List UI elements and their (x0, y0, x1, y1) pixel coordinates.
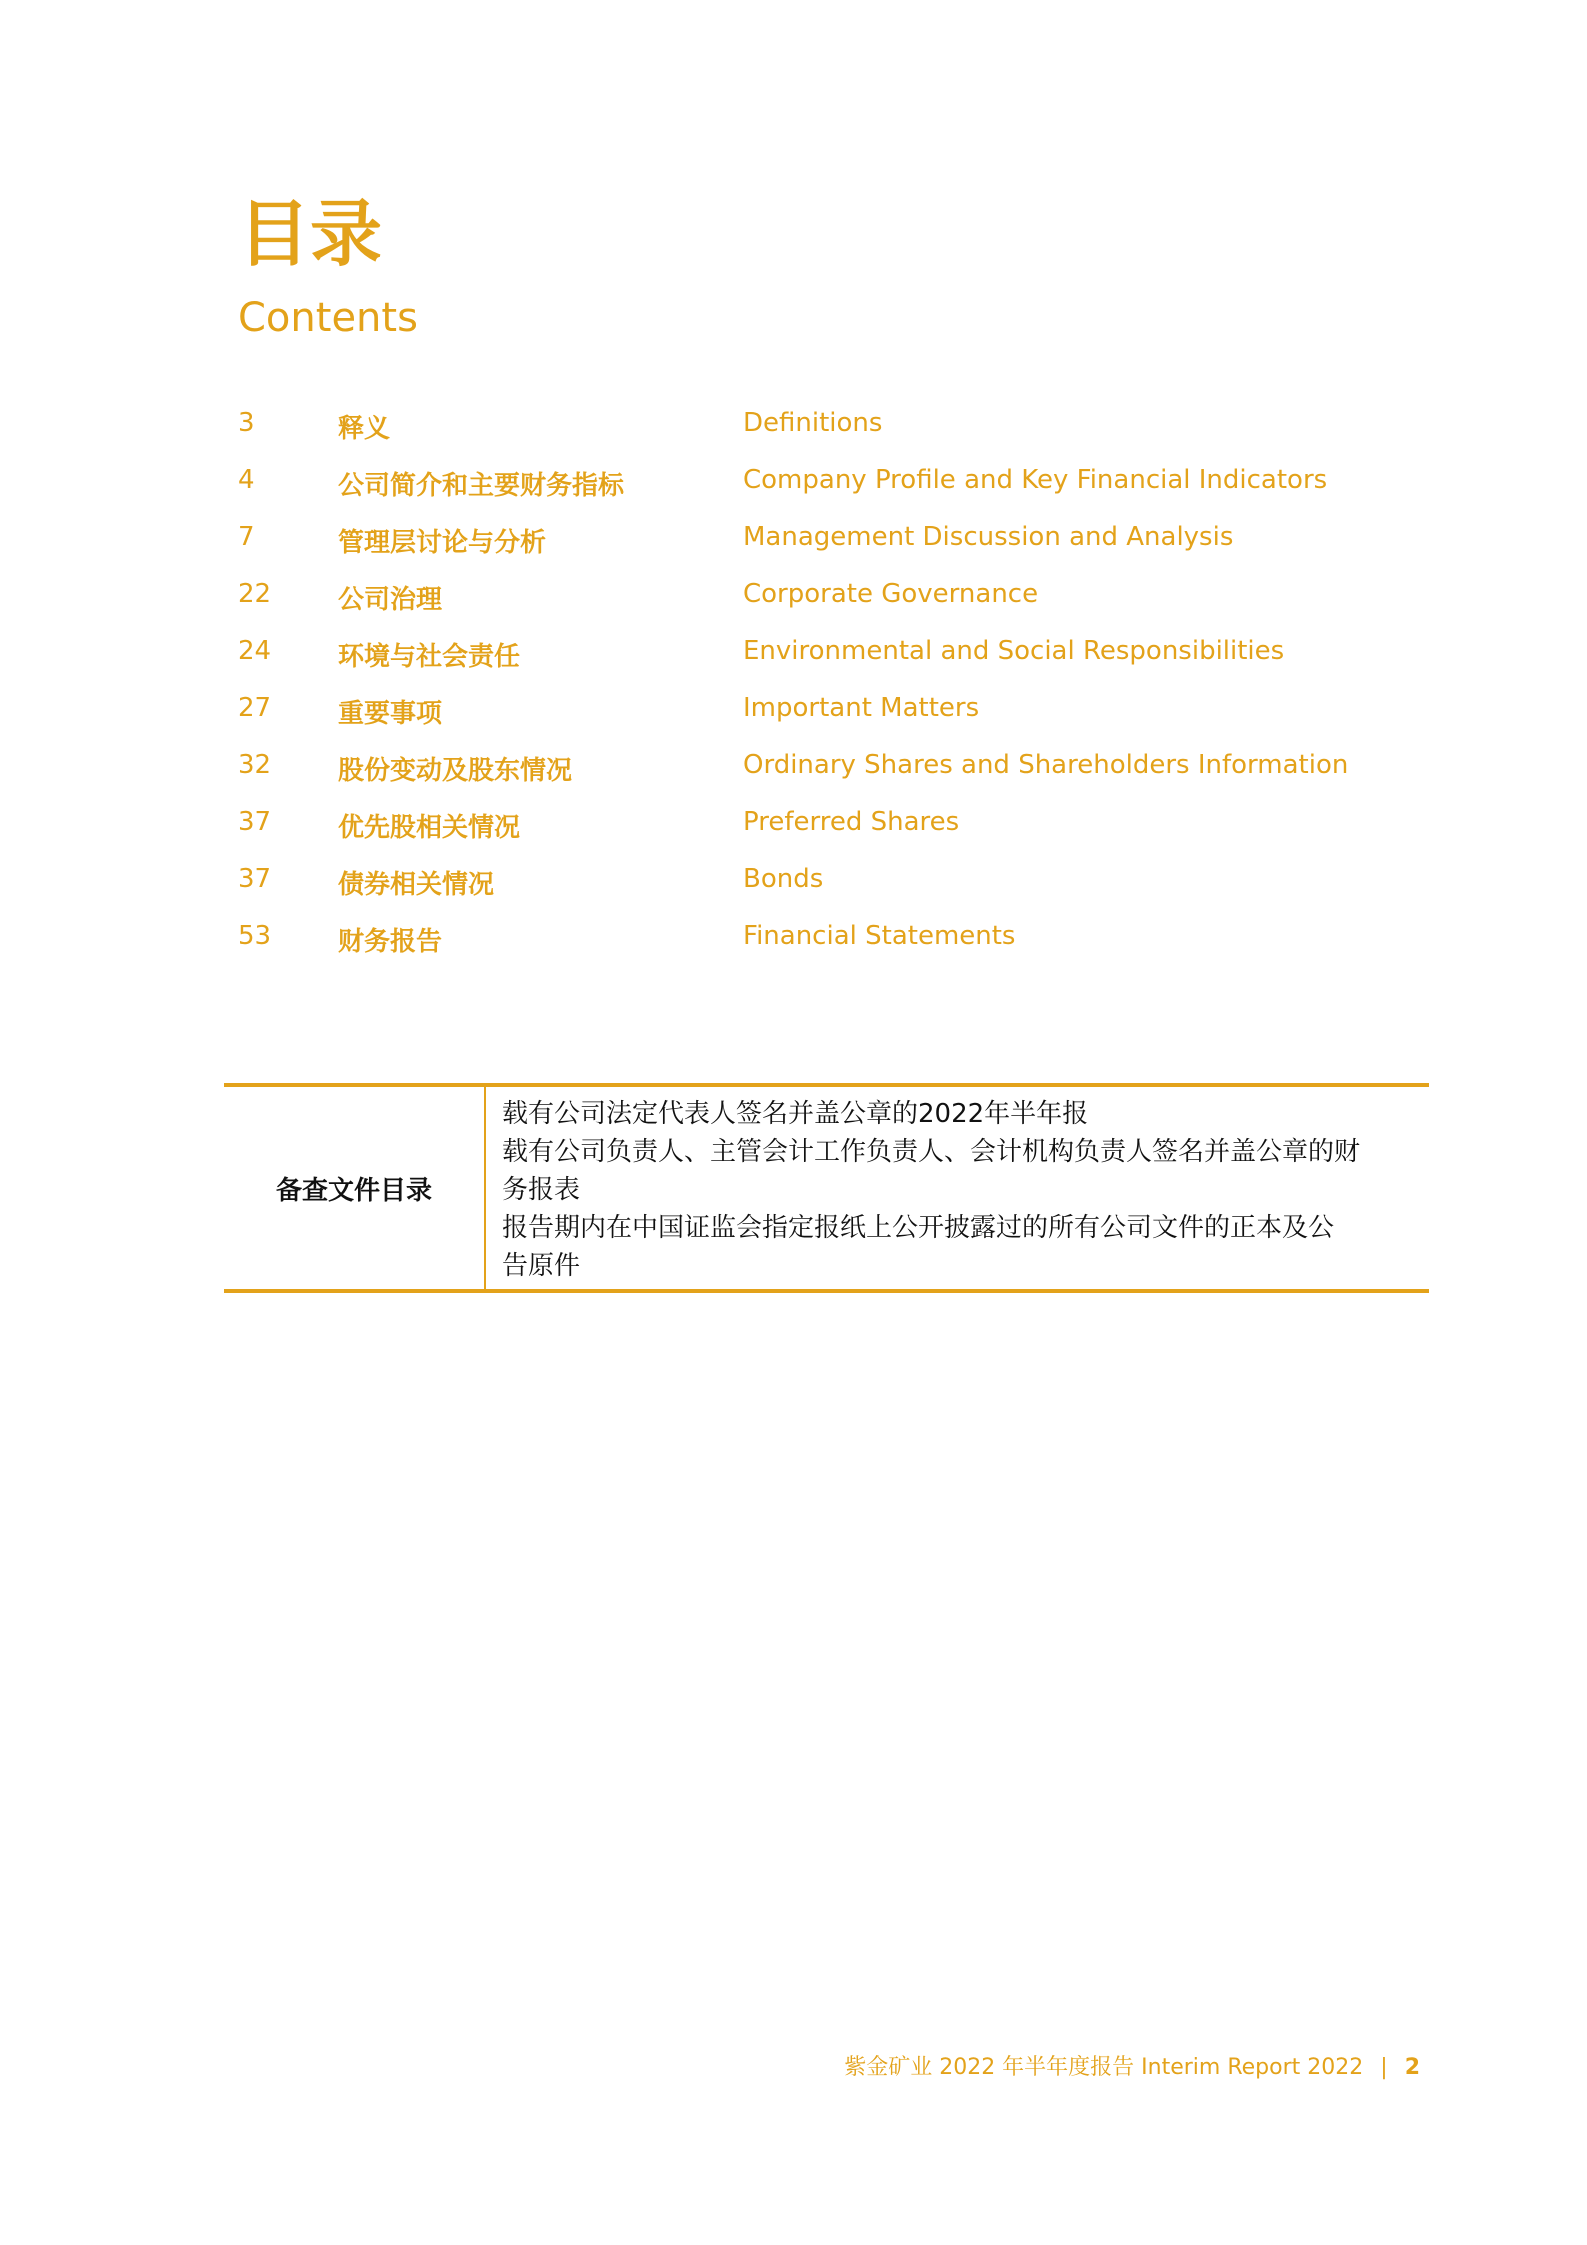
toc-title-english: Preferred Shares (743, 807, 960, 837)
toc-page-number: 53 (238, 921, 272, 951)
toc-item-shares-shareholders[interactable] (238, 750, 1438, 807)
toc-title-chinese: 债券相关情况 (338, 870, 495, 900)
page-title-chinese: 目录 (238, 192, 383, 276)
toc-title-chinese: 财务报告 (338, 927, 443, 957)
reference-documents-label: 备查文件目录 (224, 1085, 485, 1291)
toc-page-number: 37 (238, 864, 272, 894)
toc-title-english: Ordinary Shares and Shareholders Information (743, 750, 1349, 780)
toc-title-chinese: 重要事项 (338, 699, 443, 729)
toc-title-chinese: 优先股相关情况 (338, 813, 521, 843)
toc-title-chinese: 环境与社会责任 (338, 642, 521, 672)
table-row (224, 1085, 1429, 1291)
toc-page-number: 24 (238, 636, 272, 666)
reference-line: 告原件 (502, 1251, 581, 1281)
reference-line: 报告期内在中国证监会指定报纸上公开披露过的所有公司文件的正本及公 (502, 1213, 1335, 1243)
footer-page-number: 2 (1404, 2055, 1420, 2080)
toc-page-number: 7 (238, 522, 255, 552)
reference-documents-table (224, 1083, 1429, 1293)
toc-item-environmental-social[interactable] (238, 636, 1438, 693)
toc-title-english: Important Matters (743, 693, 980, 723)
toc-title-chinese: 公司简介和主要财务指标 (338, 471, 625, 501)
toc-item-bonds[interactable] (238, 864, 1438, 921)
toc-item-preferred-shares[interactable] (238, 807, 1438, 864)
toc-item-definitions[interactable] (238, 408, 1438, 465)
reference-documents-list (485, 1085, 1429, 1291)
toc-title-chinese: 股份变动及股东情况 (338, 756, 573, 786)
toc-page-number: 37 (238, 807, 272, 837)
reference-line: 务报表 (502, 1175, 581, 1205)
toc-title-english: Company Profile and Key Financial Indicators (743, 465, 1328, 495)
toc-page-number: 22 (238, 579, 272, 609)
table-of-contents (238, 408, 1438, 978)
toc-title-english: Environmental and Social Responsibilities (743, 636, 1285, 666)
toc-title-english: Bonds (743, 864, 824, 894)
page-footer (844, 2050, 1420, 2081)
toc-item-financial-statements[interactable] (238, 921, 1438, 978)
page-title-english: Contents (238, 295, 418, 341)
toc-title-chinese: 公司治理 (338, 585, 443, 615)
toc-title-english: Definitions (743, 408, 883, 438)
toc-title-chinese: 释义 (338, 414, 391, 444)
footer-report-name: 紫金矿业 2022 年半年度报告 Interim Report 2022 (844, 2055, 1364, 2080)
toc-title-english: Corporate Governance (743, 579, 1039, 609)
toc-title-chinese: 管理层讨论与分析 (338, 528, 547, 558)
toc-item-important-matters[interactable] (238, 693, 1438, 750)
toc-item-company-profile[interactable] (238, 465, 1438, 522)
toc-title-english: Financial Statements (743, 921, 1016, 951)
reference-line: 载有公司法定代表人签名并盖公章的2022年半年报 (502, 1099, 1089, 1129)
toc-page-number: 27 (238, 693, 272, 723)
toc-item-corporate-governance[interactable] (238, 579, 1438, 636)
footer-separator: | (1380, 2055, 1388, 2080)
toc-page-number: 3 (238, 408, 255, 438)
reference-line: 载有公司负责人、主管会计工作负责人、会计机构负责人签名并盖公章的财 (502, 1137, 1361, 1167)
toc-page-number: 32 (238, 750, 272, 780)
toc-item-management-discussion[interactable] (238, 522, 1438, 579)
toc-page-number: 4 (238, 465, 255, 495)
toc-title-english: Management Discussion and Analysis (743, 522, 1234, 552)
